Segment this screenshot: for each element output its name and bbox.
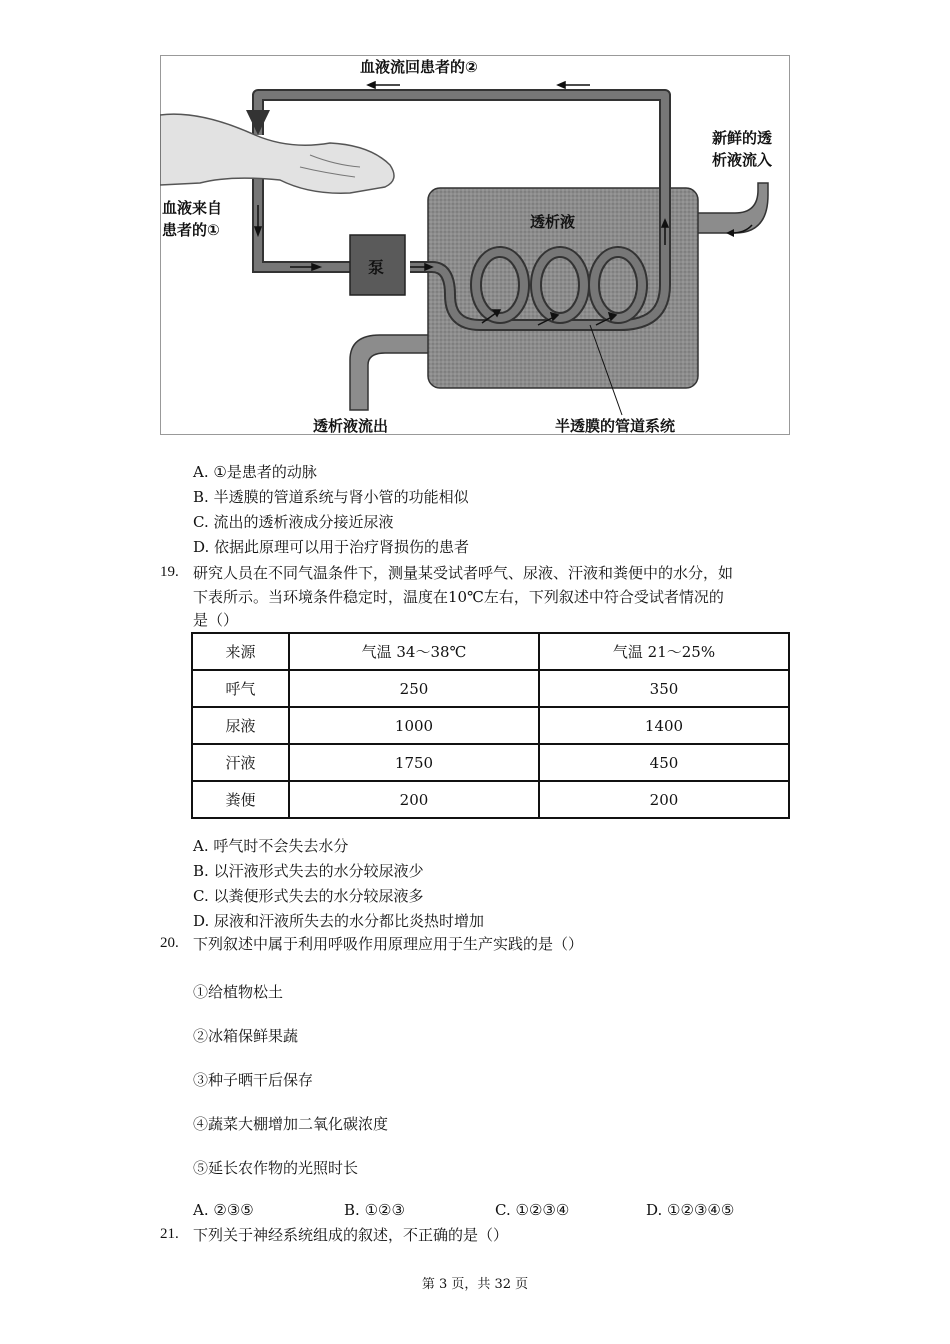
q18-option-c[interactable] <box>193 512 394 532</box>
table-cell: 1000 <box>289 707 539 744</box>
q20-item-2: ②冰箱保鲜果蔬 <box>193 1027 299 1045</box>
table-cell: 450 <box>539 744 789 781</box>
q20-option-b[interactable] <box>344 1200 405 1220</box>
table-cell: 350 <box>539 670 789 707</box>
option-text: ①②③④ <box>515 1201 570 1219</box>
label-pump: 泵 <box>368 258 385 277</box>
q19-number: 19. <box>160 564 179 580</box>
label-membrane-system: 半透膜的管道系统 <box>555 417 676 435</box>
label-dialysate-out: 透析液流出 <box>313 417 389 435</box>
table-cell: 200 <box>539 781 789 818</box>
q20-text: 下列叙述中属于利用呼吸作用原理应用于生产实践的是（） <box>193 935 584 953</box>
option-text: 以粪便形式失去的水分较尿液多 <box>213 887 424 905</box>
table-cell: 尿液 <box>192 707 289 744</box>
table-cell: 1400 <box>539 707 789 744</box>
q20-number: 20. <box>160 935 179 951</box>
table-cell: 粪便 <box>192 781 289 818</box>
table-row <box>192 744 789 781</box>
q20-option-d[interactable] <box>646 1200 734 1220</box>
option-letter: C. <box>193 513 209 531</box>
option-text: 半透膜的管道系统与肾小管的功能相似 <box>213 488 469 506</box>
option-text: 呼气时不会失去水分 <box>213 837 349 855</box>
table-row <box>192 670 789 707</box>
option-text: 流出的透析液成分接近尿液 <box>213 513 394 531</box>
table-cell: 呼气 <box>192 670 289 707</box>
q19-line-2: 下表所示。当环境条件稳定时，温度在10℃左右，下列叙述中符合受试者情况的 <box>193 588 724 606</box>
option-text: 依据此原理可以用于治疗肾损伤的患者 <box>214 538 470 556</box>
q20-item-5: ⑤延长农作物的光照时长 <box>193 1159 359 1177</box>
label-blood-from-1: 血液来自 <box>162 199 223 217</box>
table-row <box>192 781 789 818</box>
q18-option-a[interactable] <box>193 462 317 482</box>
q21-text: 下列关于神经系统组成的叙述，不正确的是（） <box>193 1226 509 1244</box>
table-cell: 1750 <box>289 744 539 781</box>
label-fresh-1: 新鲜的透 <box>712 129 773 147</box>
table-cell: 汗液 <box>192 744 289 781</box>
dialysis-diagram <box>160 55 790 435</box>
page-footer: 第 3 页，共 32 页 <box>421 1277 529 1292</box>
table-row <box>192 707 789 744</box>
q19-line-3: 是（） <box>193 611 239 629</box>
q20-item-4: ④蔬菜大棚增加二氧化碳浓度 <box>193 1115 389 1133</box>
q19-line-1: 研究人员在不同气温条件下，测量某受试者呼气、尿液、汗液和粪便中的水分，如 <box>193 564 734 582</box>
label-fresh-2: 析液流入 <box>712 151 773 169</box>
label-blood-return: 血液流回患者的② <box>360 58 478 76</box>
option-text: 尿液和汗液所失去的水分都比炎热时增加 <box>214 912 485 930</box>
table-header-cell: 来源 <box>192 633 289 670</box>
option-letter: B. <box>193 862 209 880</box>
option-letter: D. <box>193 912 210 930</box>
q20-item-3: ③种子晒干后保存 <box>193 1071 314 1089</box>
q19-option-d[interactable] <box>193 911 484 931</box>
option-text: ①②③ <box>364 1201 405 1219</box>
option-letter: D. <box>193 538 210 556</box>
q20-item-1: ①给植物松土 <box>193 983 284 1001</box>
q18-option-d[interactable] <box>193 537 469 557</box>
table-header-row <box>192 633 789 670</box>
label-dialysate: 透析液 <box>530 213 576 231</box>
table-header-cell: 气温 34～38℃ <box>289 633 539 670</box>
q20-option-c[interactable] <box>495 1200 569 1220</box>
option-letter: A. <box>193 463 209 481</box>
q19-option-c[interactable] <box>193 886 424 906</box>
option-letter: D. <box>646 1201 663 1219</box>
q19-option-a[interactable] <box>193 836 348 856</box>
option-text: ①②③④⑤ <box>667 1201 735 1219</box>
label-blood-from-2: 患者的① <box>162 221 220 239</box>
option-letter: C. <box>193 887 209 905</box>
water-loss-table <box>191 632 790 819</box>
q21-number: 21. <box>160 1226 179 1242</box>
q18-option-b[interactable] <box>193 487 469 507</box>
q19-option-b[interactable] <box>193 861 424 881</box>
option-letter: B. <box>344 1201 360 1219</box>
option-text: ②③⑤ <box>213 1201 254 1219</box>
option-letter: A. <box>193 837 209 855</box>
option-letter: C. <box>495 1201 511 1219</box>
q20-option-a[interactable] <box>193 1200 254 1220</box>
table-cell: 250 <box>289 670 539 707</box>
option-letter: A. <box>193 1201 209 1219</box>
option-text: ①是患者的动脉 <box>213 463 317 481</box>
table-cell: 200 <box>289 781 539 818</box>
table-header-cell: 气温 21～25% <box>539 633 789 670</box>
option-letter: B. <box>193 488 209 506</box>
option-text: 以汗液形式失去的水分较尿液少 <box>213 862 424 880</box>
